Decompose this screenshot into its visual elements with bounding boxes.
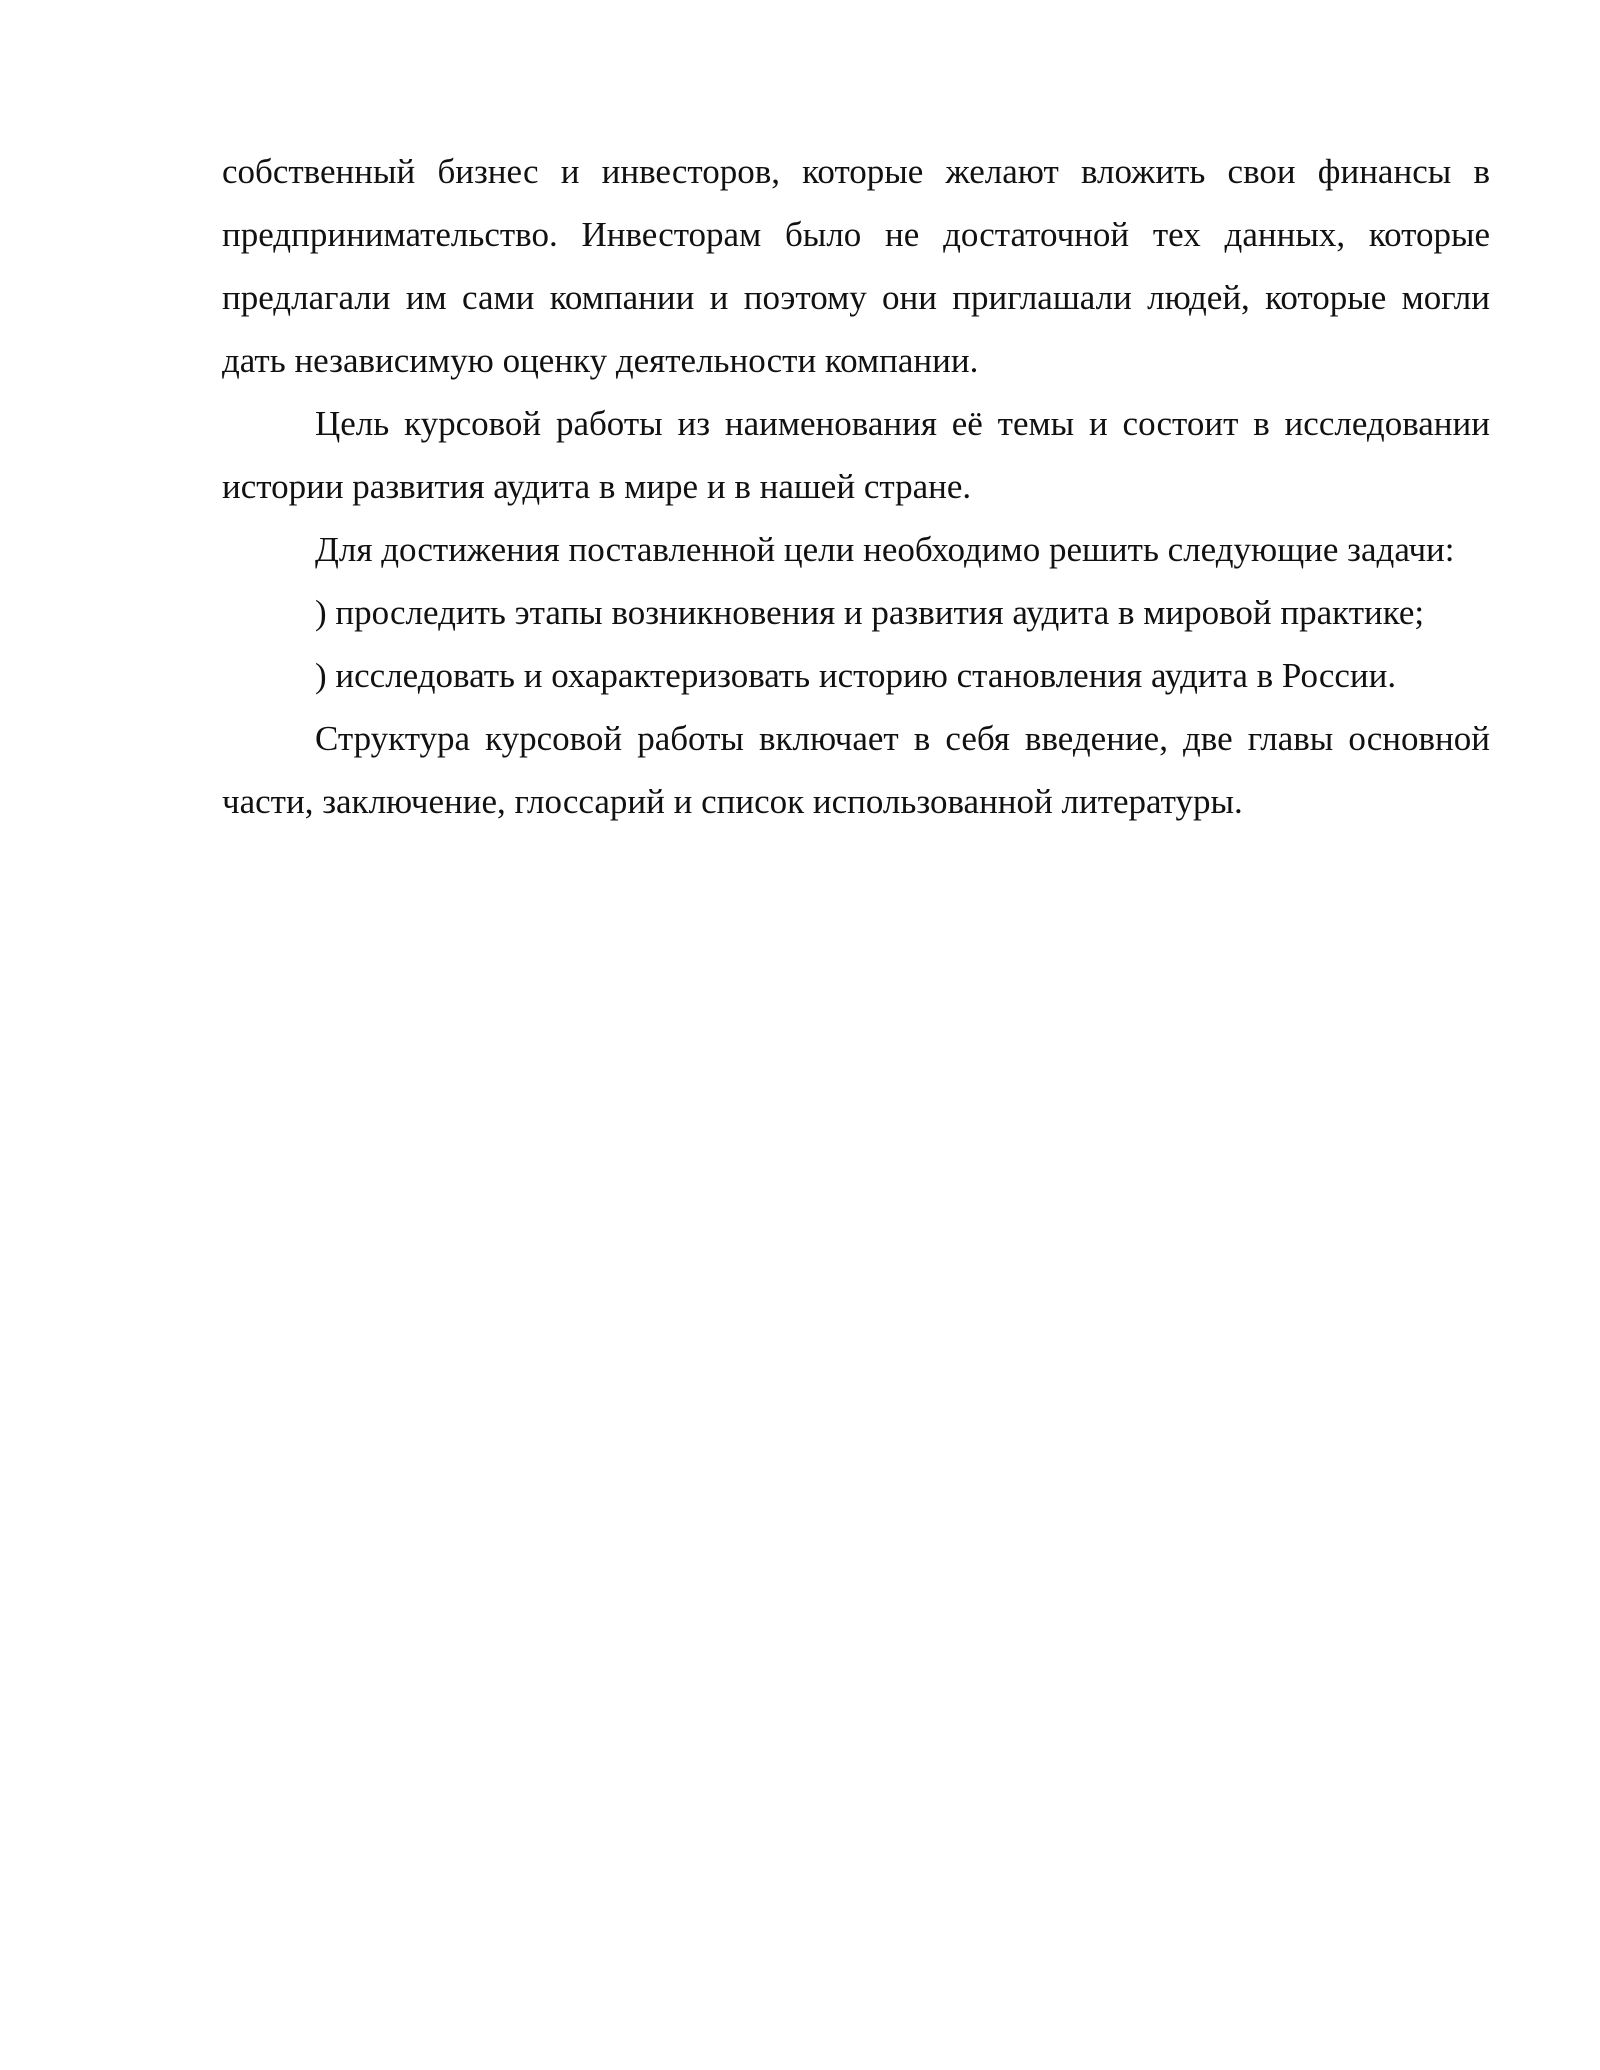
paragraph-continuation: собственный бизнес и инвесторов, которые желают вложить свои финансы в предпринимательство. Инвесторам было не достаточной тех данных, которые предлагали им сами компании и поэтому они приглашали людей, которые могли дать независимую оценку деятельности компании. bbox=[222, 152, 1490, 380]
paragraph-structure: Структура курсовой работы включает в себя введение, две главы основной части, заключение, глоссарий и список использованной литературы. bbox=[222, 719, 1490, 821]
paragraph-tasks-intro: Для достижения поставленной цели необходимо решить следующие задачи: bbox=[315, 530, 1455, 569]
paragraph-goal: Цель курсовой работы из наименования её темы и состоит в исследовании истории развития аудита в мире и в нашей стране. bbox=[222, 404, 1490, 506]
list-item-task-2: ) исследовать и охарактеризовать историю становления аудита в России. bbox=[315, 656, 1397, 695]
list-item-task-1: ) проследить этапы возникновения и развития аудита в мировой практике; bbox=[315, 593, 1425, 632]
document-body bbox=[222, 140, 1490, 833]
